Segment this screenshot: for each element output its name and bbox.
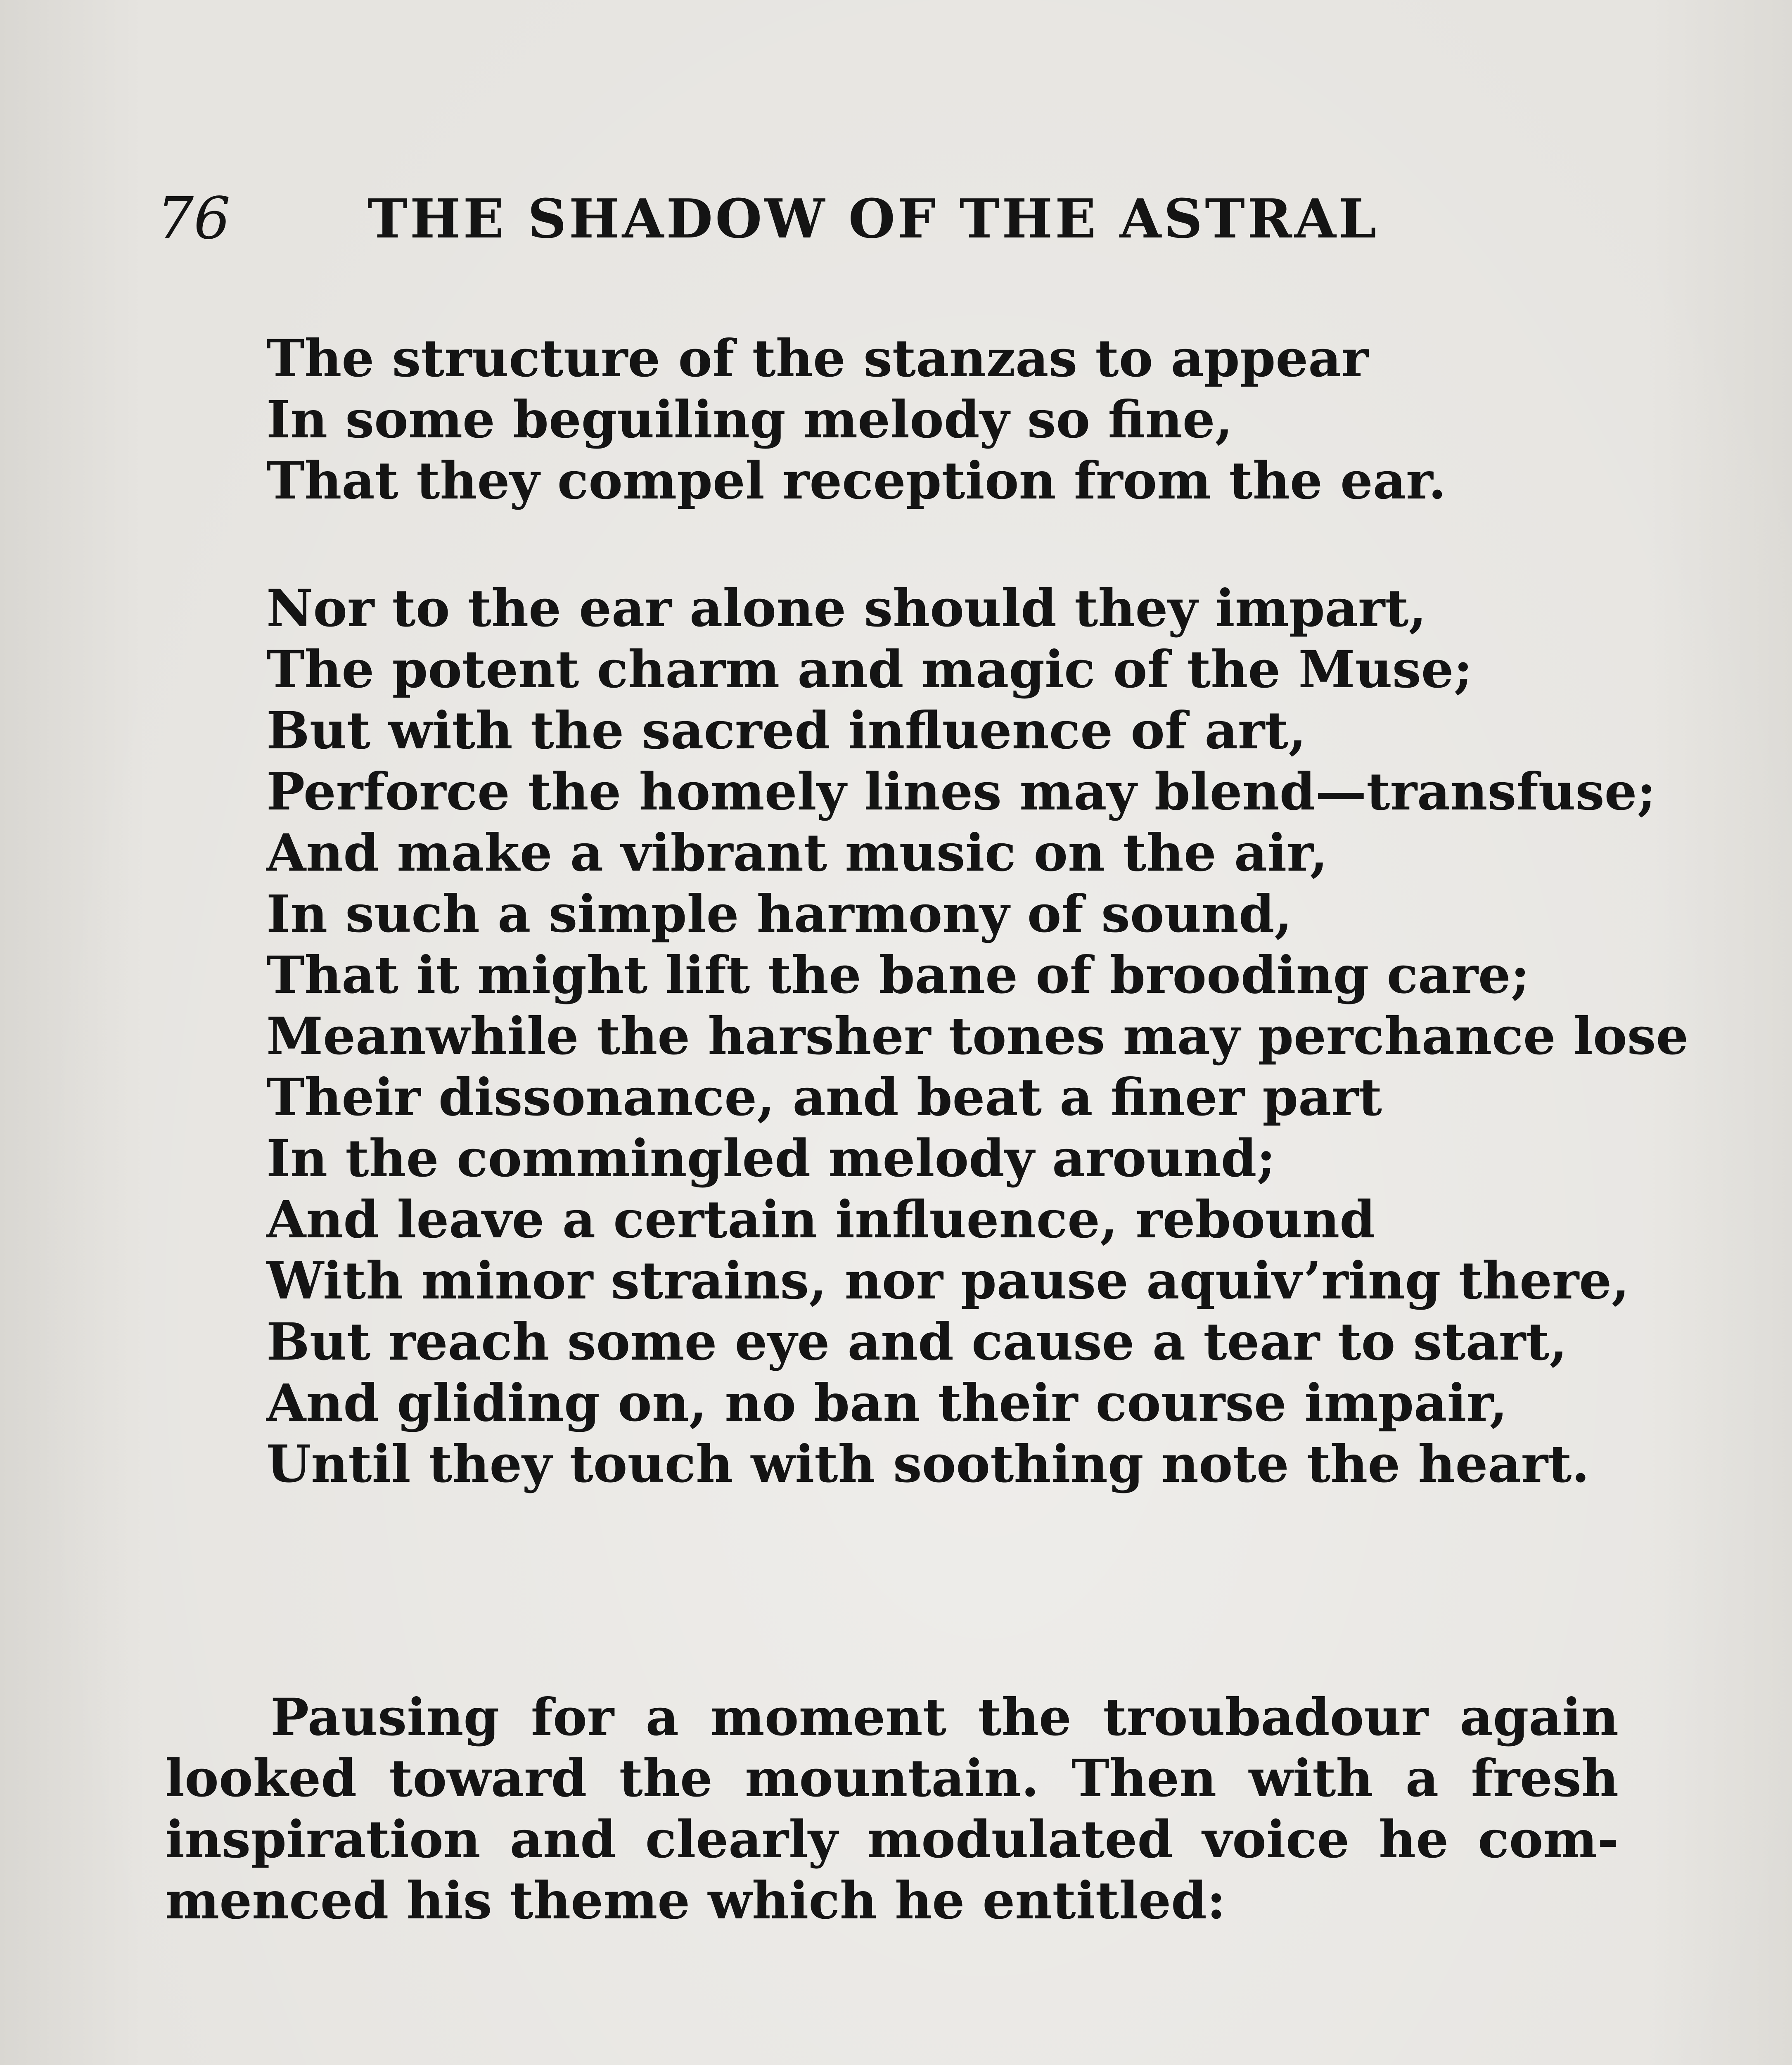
poem-line: Meanwhile the harsher tones may perchance lose — [266, 1006, 1689, 1066]
poem-line: In the commingled melody around; — [266, 1129, 1276, 1189]
prose-line: Pausing for a moment the troubadour again — [270, 1688, 1619, 1747]
section-title — [0, 2063, 1792, 2065]
poem-line: And leave a certain influence, rebound — [266, 1190, 1375, 1250]
poem-line: In such a simple harmony of sound, — [266, 884, 1292, 944]
poem-stanza-1 — [266, 328, 1670, 512]
page-header — [157, 178, 1396, 260]
poem-line: Nor to the ear alone should they impart, — [266, 579, 1427, 638]
page-number: 76 — [157, 185, 231, 252]
running-title: THE SHADOW OF THE ASTRAL — [367, 187, 1379, 250]
poem-line: That it might lift the bane of brooding care; — [266, 945, 1530, 1005]
poem-line: And gliding on, no ban their course impair, — [266, 1373, 1508, 1433]
poem-stanza-2 — [266, 578, 1689, 1495]
prose-line: inspiration and clearly modulated voice he com- — [165, 1810, 1619, 1870]
prose-line: looked toward the mountain. Then with a fresh — [165, 1749, 1619, 1809]
poem-line: That they compel reception from the ear. — [266, 451, 1446, 511]
poem-line: Perforce the homely lines may blend—transfuse; — [266, 762, 1656, 822]
poem-line: But reach some eye and cause a tear to start, — [266, 1312, 1567, 1372]
poem-line: In some beguiling melody so fine, — [266, 390, 1233, 450]
poem-line: Until they touch with soothing note the heart. — [266, 1434, 1590, 1494]
poem-line: But with the sacred influence of art, — [266, 701, 1306, 761]
prose-line: menced his theme which he entitled: — [165, 1871, 1226, 1931]
poem-line: And make a vibrant music on the air, — [266, 823, 1328, 883]
poem-line: The structure of the stanzas to appear — [266, 329, 1368, 389]
poem-line: Their dissonance, and beat a finer part — [266, 1068, 1382, 1127]
poem-line: The potent charm and magic of the Muse; — [266, 640, 1473, 700]
prose-paragraph — [165, 1687, 1619, 1932]
poem-line: With minor strains, nor pause aquiv’ring there, — [266, 1251, 1630, 1311]
